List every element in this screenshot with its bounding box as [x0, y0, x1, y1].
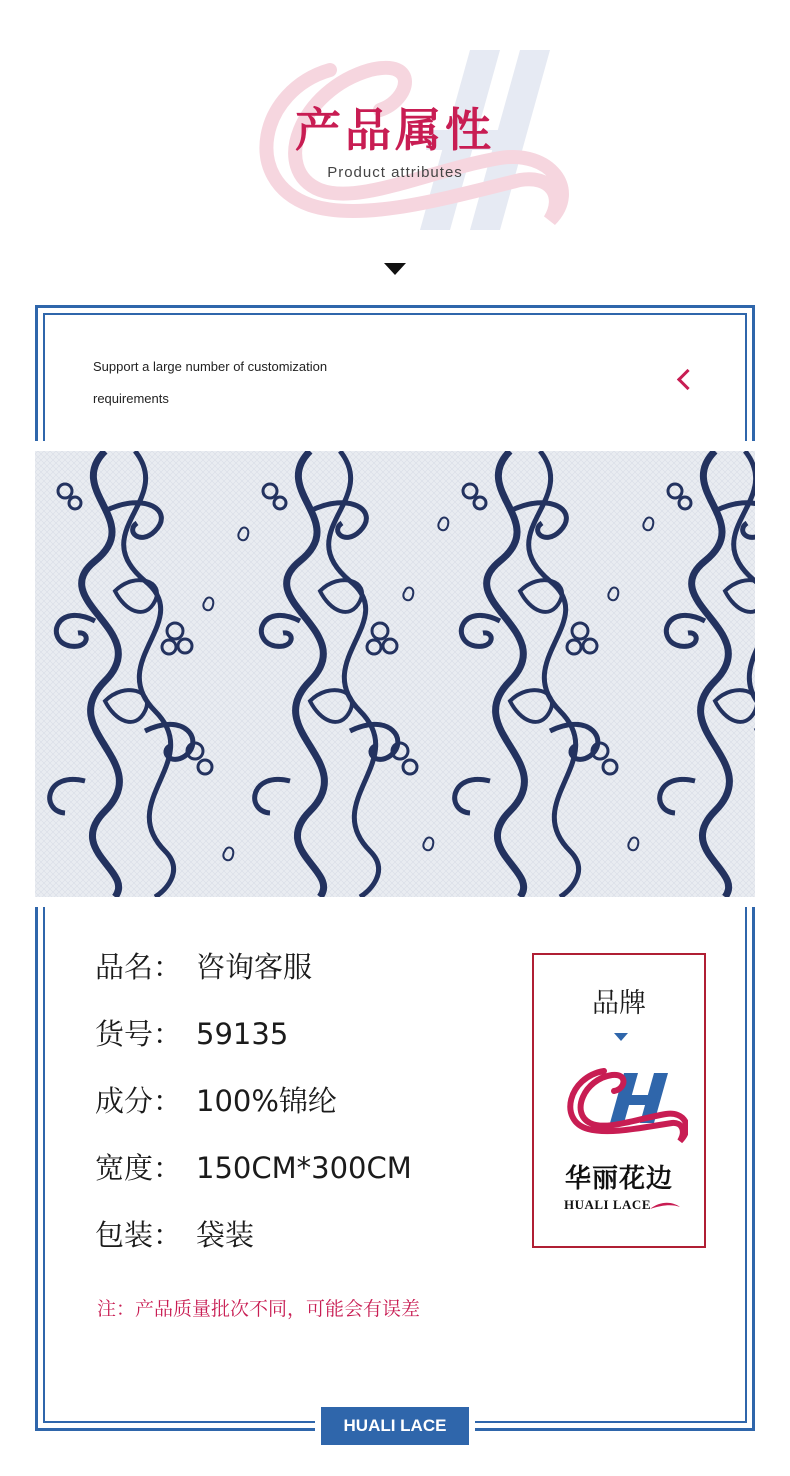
attribute-label: 货号： [95, 1017, 183, 1051]
down-triangle-icon [614, 1033, 628, 1041]
attribute-label: 品名： [95, 950, 183, 984]
page-title: 产品属性 [295, 103, 495, 157]
footer-brand-badge: HUALI LACE [321, 1407, 469, 1445]
lace-fabric-photo [35, 451, 755, 897]
brand-name-zh: 华丽花边 [564, 1164, 673, 1194]
attribute-value: 袋装 [196, 1218, 255, 1252]
attribute-row-sku [95, 1012, 412, 1079]
attribute-value: 咨询客服 [196, 950, 313, 984]
page-subtitle: Product attributes [327, 164, 463, 181]
attribute-list [95, 945, 412, 1280]
brand-card [532, 953, 706, 1248]
attribute-label: 宽度： [95, 1151, 183, 1185]
attribute-label: 包装： [95, 1218, 183, 1252]
attribute-value: 150CM*300CM [196, 1151, 412, 1185]
customization-line-1: Support a large number of customization [93, 359, 328, 374]
header [0, 0, 790, 300]
attribute-value: 59135 [196, 1017, 289, 1051]
customization-line-2: requirements [93, 391, 169, 406]
quality-note: 注：产品质量批次不同，可能会有误差 [97, 1298, 421, 1320]
attribute-row-composition [95, 1079, 412, 1146]
frame-gap-bottom [35, 897, 755, 907]
customization-note [93, 351, 413, 415]
brand-title: 品牌 [592, 988, 646, 1019]
attribute-row-packaging [95, 1213, 412, 1280]
brand-logo [554, 1065, 688, 1145]
attribute-row-name [95, 945, 412, 1012]
attribute-row-width [95, 1146, 412, 1213]
brand-name-en: HUALI LACE [564, 1197, 651, 1212]
down-triangle-icon [384, 263, 406, 275]
swoosh-icon [650, 1201, 680, 1211]
attribute-label: 成分： [95, 1084, 183, 1118]
frame-gap-top [35, 441, 755, 451]
attribute-value: 100%锦纶 [196, 1084, 337, 1118]
